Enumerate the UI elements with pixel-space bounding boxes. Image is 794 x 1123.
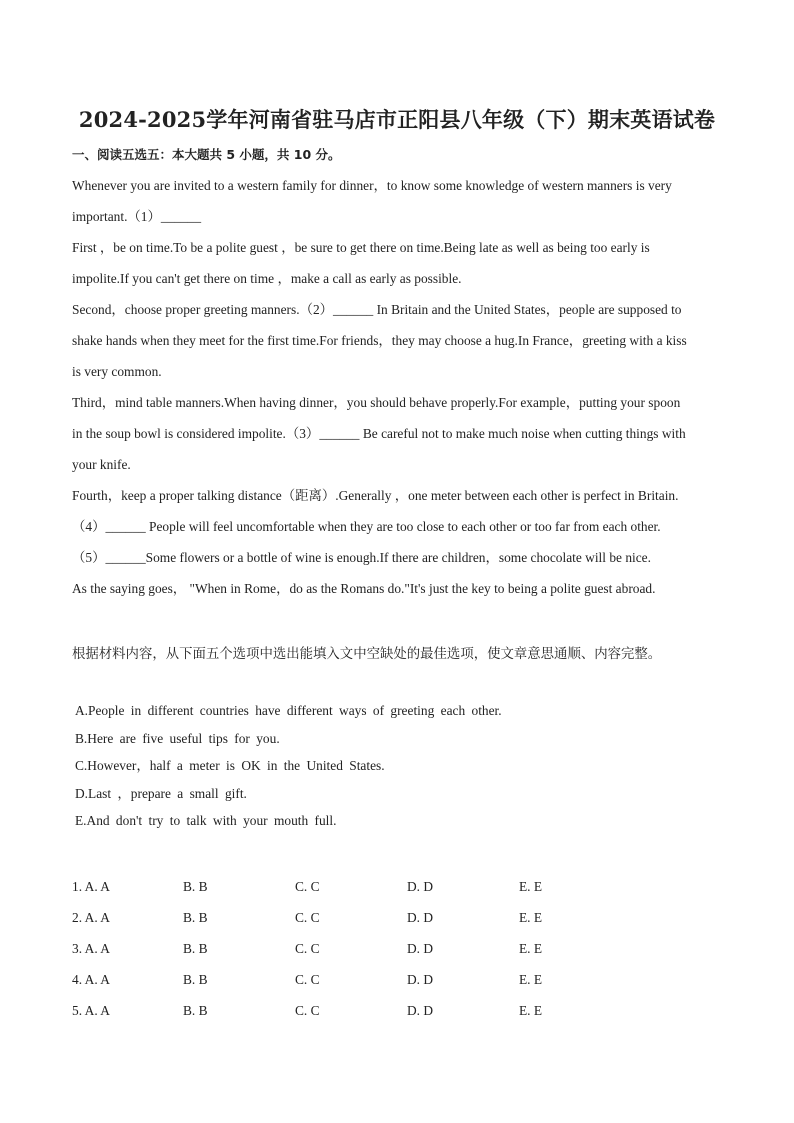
question-2-choice-e[interactable]: E. E xyxy=(519,910,543,925)
question-number: 2. xyxy=(72,910,83,925)
question-row-5 xyxy=(72,998,631,1029)
passage-line: Second，choose proper greeting manners.（2）______ In Britain and the United States，people are supposed to xyxy=(72,302,682,317)
question-4-choice-b[interactable]: B. B xyxy=(183,972,208,987)
question-2-choice-a[interactable] xyxy=(72,905,183,936)
question-4-choice-e[interactable]: E. E xyxy=(519,972,543,987)
question-4-choice-a[interactable] xyxy=(72,967,183,998)
passage-line: shake hands when they meet for the first time.For friends，they may choose a hug.In France，greeting with a kiss xyxy=(72,333,687,348)
choice-label: A. A xyxy=(84,941,110,956)
passage-line: important.（1）______ xyxy=(72,209,202,224)
question-number: 4. xyxy=(72,972,83,987)
question-1-choice-c[interactable]: C. C xyxy=(295,879,320,894)
question-4-choice-c[interactable]: C. C xyxy=(295,972,320,987)
question-3-choice-d[interactable]: D. D xyxy=(407,941,434,956)
question-row-3 xyxy=(72,936,631,967)
question-row-4 xyxy=(72,967,631,998)
reading-passage xyxy=(72,170,722,604)
question-5-choice-a[interactable] xyxy=(72,998,183,1029)
question-5-choice-e[interactable]: E. E xyxy=(519,1003,543,1018)
question-number: 5. xyxy=(72,1003,83,1018)
question-5-choice-c[interactable]: C. C xyxy=(295,1003,320,1018)
question-number: 1. xyxy=(72,879,83,894)
option-b: B.Here are five useful tips for you. xyxy=(75,730,280,746)
options-list xyxy=(75,697,502,835)
page-title: 2024-2025学年河南省驻马店市正阳县八年级（下）期末英语试卷 xyxy=(78,107,716,132)
passage-line: As the saying goes， "When in Rome，do as the Romans do."It's just the key to being a polite guest abroad. xyxy=(72,581,656,596)
question-5-choice-b[interactable]: B. B xyxy=(183,1003,208,1018)
question-row-2 xyxy=(72,905,631,936)
option-e: E.And don't try to talk with your mouth full. xyxy=(75,813,337,829)
question-3-choice-e[interactable]: E. E xyxy=(519,941,543,956)
question-2-choice-b[interactable]: B. B xyxy=(183,910,208,925)
question-2-choice-c[interactable]: C. C xyxy=(295,910,320,925)
passage-line: Third，mind table manners.When having dinner，you should behave properly.For example，putting your spoon xyxy=(72,395,681,410)
question-4-choice-d[interactable]: D. D xyxy=(407,972,434,987)
question-2-choice-d[interactable]: D. D xyxy=(407,910,434,925)
option-d: D.Last ，prepare a small gift. xyxy=(75,785,247,801)
question-row-1 xyxy=(72,874,631,905)
choice-label: A. A xyxy=(84,910,110,925)
choice-label: A. A xyxy=(84,1003,110,1018)
passage-line: Fourth，keep a proper talking distance（距离）.Generally ，one meter between each other is perfect in Britain. xyxy=(72,488,679,503)
passage-line: in the soup bowl is considered impolite.（3）______ Be careful not to make much noise when cutting things with xyxy=(72,426,686,441)
option-a: A.People in different countries have different ways of greeting each other. xyxy=(75,703,502,718)
passage-line: impolite.If you can't get there on time ，make a call as early as possible. xyxy=(72,271,462,286)
question-5-choice-d[interactable]: D. D xyxy=(407,1003,434,1018)
option-c: C.However，half a meter is OK in the United States. xyxy=(75,758,385,774)
question-3-choice-a[interactable] xyxy=(72,936,183,967)
instruction-text: 根据材料内容，从下面五个选项中选出能填入文中空缺处的最佳选项，使文章意思通顺、内容完整。 xyxy=(72,647,662,662)
question-3-choice-b[interactable]: B. B xyxy=(183,941,208,956)
question-1-choice-a[interactable] xyxy=(72,874,183,905)
question-3-choice-c[interactable]: C. C xyxy=(295,941,320,956)
passage-line: is very common. xyxy=(72,364,162,379)
choice-label: A. A xyxy=(84,879,110,894)
passage-line: （4）______ People will feel uncomfortable when they are too close to each other or too far from each other. xyxy=(72,519,661,534)
question-1-choice-b[interactable]: B. B xyxy=(183,879,208,894)
choice-label: A. A xyxy=(84,972,110,987)
passage-line: Whenever you are invited to a western family for dinner，to know some knowledge of western manners is very xyxy=(72,178,672,193)
question-1-choice-e[interactable]: E. E xyxy=(519,879,543,894)
question-1-choice-d[interactable]: D. D xyxy=(407,879,434,894)
passage-line: First ，be on time.To be a polite guest ，be sure to get there on time.Being late as well as being too early is xyxy=(72,240,650,255)
question-number: 3. xyxy=(72,941,83,956)
passage-line: your knife. xyxy=(72,457,131,472)
section-heading: 一、阅读五选五：本大题共 5 小题，共 10 分。 xyxy=(72,147,341,162)
passage-line: （5）______Some flowers or a bottle of wine is enough.If there are children，some chocolate will be nice. xyxy=(72,550,651,565)
answer-choices xyxy=(72,874,631,1029)
